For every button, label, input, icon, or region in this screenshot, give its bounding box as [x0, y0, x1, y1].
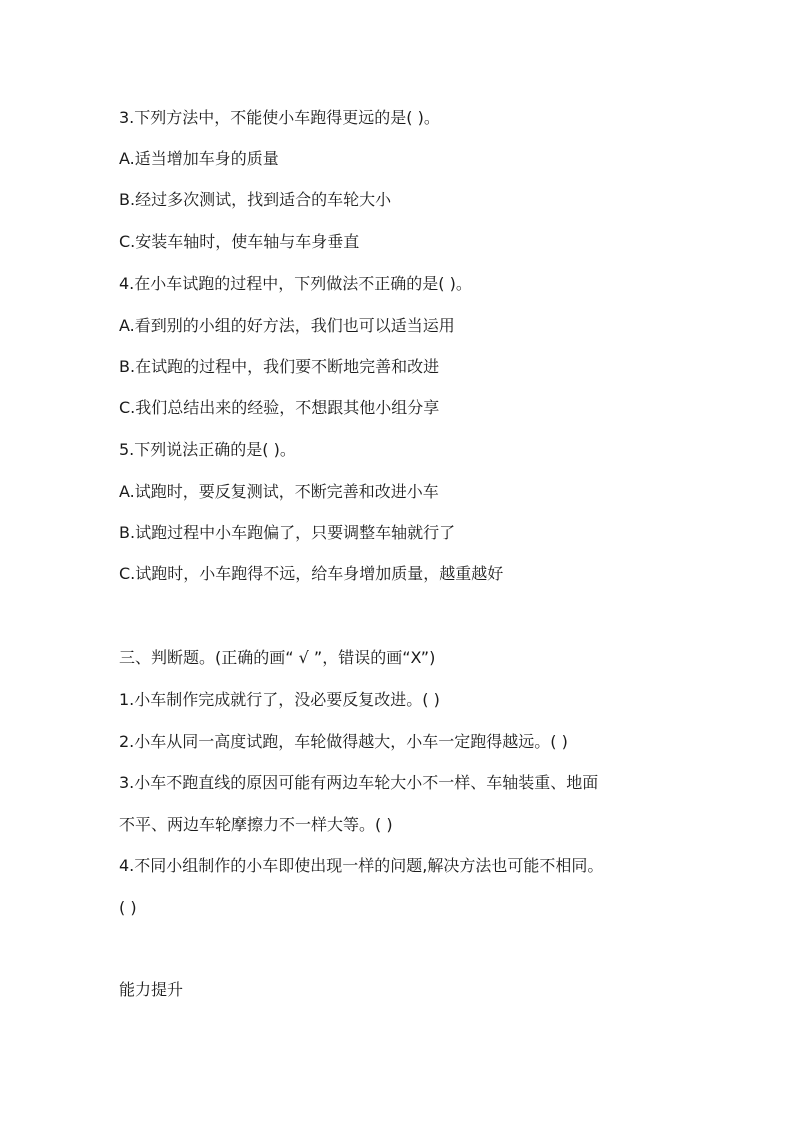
question-5-stem: 5.下列说法正确的是( )。 [119, 440, 296, 459]
section-4-title: 能力提升 [119, 980, 184, 999]
question-5-option-b: B.试跑过程中小车跑偏了，只要调整车轴就行了 [119, 523, 456, 542]
question-3-stem: 3.下列方法中，不能使小车跑得更远的是( )。 [119, 108, 440, 127]
judge-item-3-line-2: 不平、两边车轮摩擦力不一样大等。( ) [119, 815, 393, 834]
question-5-option-a: A.试跑时，要反复测试，不断完善和改进小车 [119, 482, 439, 501]
question-4-option-b: B.在试跑的过程中，我们要不断地完善和改进 [119, 357, 440, 376]
question-3-option-a: A.适当增加车身的质量 [119, 149, 279, 168]
question-4-option-a: A.看到别的小组的好方法，我们也可以适当运用 [119, 316, 455, 335]
judge-item-1: 1.小车制作完成就行了，没必要反复改进。( ) [119, 690, 440, 709]
judge-item-4-line-2: ( ) [119, 898, 137, 917]
question-3-option-c: C.安装车轴时，使车轴与车身垂直 [119, 232, 360, 251]
question-5-option-c: C.试跑时，小车跑得不远，给车身增加质量，越重越好 [119, 564, 504, 583]
question-4-option-c: C.我们总结出来的经验，不想跟其他小组分享 [119, 398, 440, 417]
question-4-stem: 4.在小车试跑的过程中，下列做法不正确的是( )。 [119, 274, 472, 293]
judge-item-2: 2.小车从同一高度试跑，车轮做得越大，小车一定跑得越远。( ) [119, 732, 568, 751]
question-3-option-b: B.经过多次测试，找到适合的车轮大小 [119, 190, 392, 209]
judge-item-3-line-1: 3.小车不跑直线的原因可能有两边车轮大小不一样、车轴装重、地面 [119, 773, 599, 792]
section-3-title: 三、判断题。(正确的画“ √ ”，错误的画“X”) [119, 648, 436, 667]
judge-item-4-line-1: 4.不同小组制作的小车即使出现一样的问题,解决方法也可能不相同。 [119, 856, 604, 875]
